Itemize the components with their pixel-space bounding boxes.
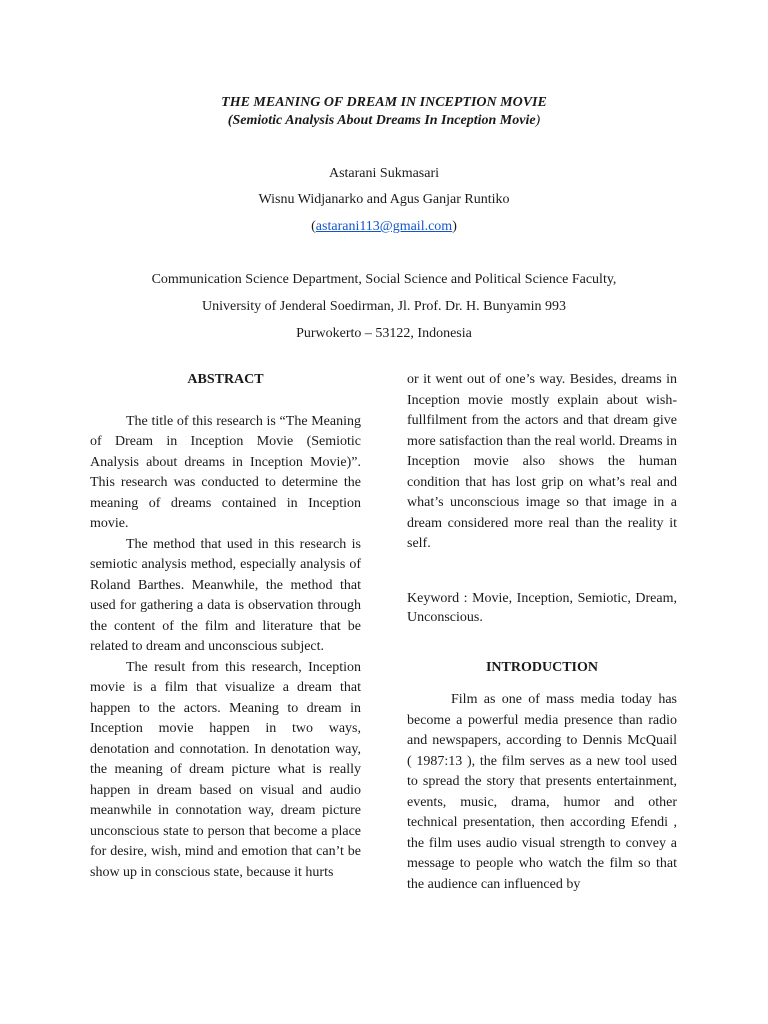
affiliation-line-3: Purwokerto – 53122, Indonesia [296,326,472,341]
left-column [90,370,361,883]
subtitle-text: (Semiotic Analysis About Dreams In Inception Movie [227,113,536,128]
abstract-paragraph-4: or it went out of one’s way. Besides, dreams in Inception movie mostly explain about wish-fullfilment from the actors and that dream give more satisfaction than the real world. Dreams in Inception movie also shows the human condition that has lost grip on what’s real and what’s unconscious image so that image in a dream considered more real than the reality it self. [407,372,677,551]
introduction-paragraph-1: Film as one of mass media today has become a powerful media presence than radio and newspapers, according to Dennis McQuail ( 1987:13 ), the film serves as a new tool used to spread the story that presents entertainment, events, music, drama, humor and other technical presentation, then according Efendi , the film uses audio visual strength to convey a message to people who watch the film so that the audience can influenced by [407,692,677,892]
right-column [407,370,677,895]
abstract-paragraph-2: The method that used in this research is semiotic analysis method, especially analysis of Roland Barthes. Meanwhile, the method that used for gathering a data is observation through the content of the film and literature that be related to dream and unconscious subject. [90,536,361,654]
abstract-paragraph-1: The title of this research is “The Meaning of Dream in Inception Movie (Semiotic Analysis about dreams in Inception Movie)”. This research was conducted to determine the meaning of dreams contained in Inception movie. [90,413,361,531]
abstract-paragraph-3: The result from this research, Inception movie is a film that visualize a dream that happen to the actors. Meaning to dream in Inception movie happen in two ways, denotation and connotation. In denotation way, the meaning of dream picture what is really happen in dream based on visual and audio meanwhile in connotation way, dream picture unconscious state to person that become a place for desire, wish, mind and emotion that can’t be show up in conscious state, because it hurts [90,659,361,880]
coauthor-names: Wisnu Widjanarko and Agus Ganjar Runtiko [258,192,510,207]
introduction-heading: INTRODUCTION [485,659,598,675]
affiliation-line-1: Communication Science Department, Social Science and Political Science Faculty, [151,272,617,287]
author-name: Astarani Sukmasari [328,166,440,181]
email-close: ) [452,219,457,234]
email-link[interactable]: astarani113@gmail.com [315,219,453,234]
subtitle-close: ) [535,113,541,128]
abstract-heading: ABSTRACT [187,372,264,387]
paper-title: THE MEANING OF DREAM IN INCEPTION MOVIE [221,95,547,110]
paper-subtitle [0,112,768,130]
author-email-line [0,218,768,236]
email-open: ( [311,219,316,234]
affiliation-line-2: University of Jenderal Soedirman, Jl. Prof. Dr. H. Bunyamin 993 [202,299,566,314]
keywords: Keyword : Movie, Inception, Semiotic, Dream, Unconscious. [407,590,677,625]
